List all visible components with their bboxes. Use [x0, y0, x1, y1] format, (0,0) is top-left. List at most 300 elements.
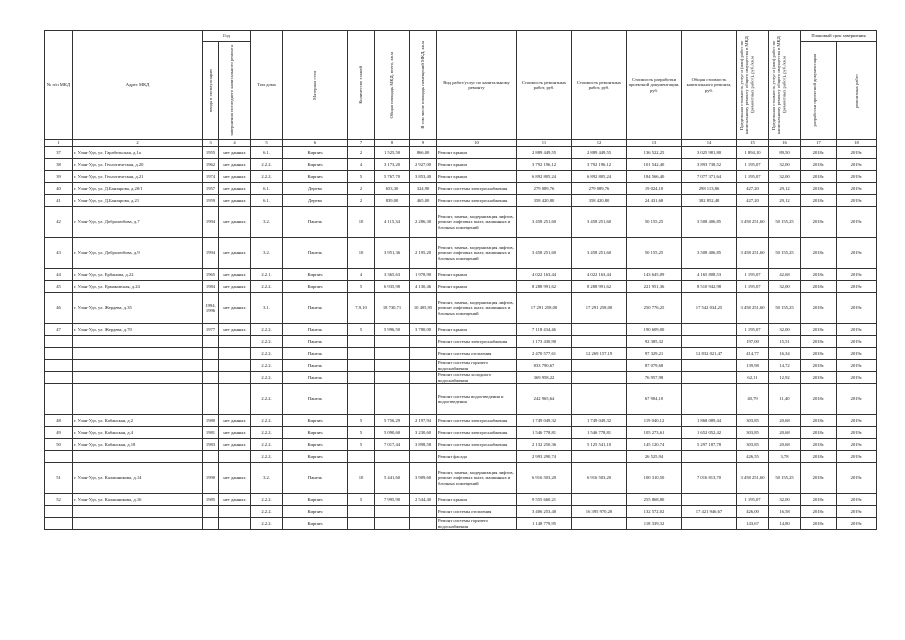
- cost-design: 119 040,12: [627, 415, 682, 427]
- limit-work: 1 894,10: [737, 147, 769, 159]
- area-total: 7 995,90: [375, 494, 410, 506]
- cost-repair: 4 022 163,44: [517, 269, 572, 281]
- floors: [348, 506, 375, 518]
- wall-material: Дерево: [283, 183, 348, 195]
- cost-repair: 9 555 660,21: [517, 494, 572, 506]
- limit-total: 16,34: [769, 348, 801, 360]
- wall-material: Панель: [283, 207, 348, 238]
- limit-total: 50 155,25: [769, 293, 801, 324]
- cost-design: 118 339,32: [627, 518, 682, 530]
- work-type: Ремонт крыши: [437, 324, 517, 336]
- table-row: [45, 415, 877, 427]
- limit-total: 32,00: [769, 494, 801, 506]
- area-total: 839,00: [375, 195, 410, 207]
- cost-design: 100 310,50: [627, 463, 682, 494]
- year-built: 1994: [203, 238, 219, 269]
- cost-total: 382 852,48: [682, 195, 737, 207]
- plan-repair: 2019г.: [837, 207, 877, 238]
- header-year-repair: завершения последнего капитального ремонта: [219, 42, 251, 140]
- year-built: 1990: [203, 463, 219, 494]
- plan-design: 2018г.: [801, 372, 837, 384]
- year-built: [203, 336, 219, 348]
- wall-material: Кирпич: [283, 451, 348, 463]
- row-number: 52: [45, 494, 73, 506]
- cost-repair-total: 3 458 251,60: [572, 207, 627, 238]
- floors: [348, 348, 375, 360]
- year-repair: [219, 348, 251, 360]
- year-built: [203, 348, 219, 360]
- cost-repair-total: 6 892 805,24: [572, 171, 627, 183]
- plan-design: 2018г.: [801, 415, 837, 427]
- floors: 2: [348, 195, 375, 207]
- plan-repair: 2019г.: [837, 293, 877, 324]
- column-number: 1: [45, 140, 73, 147]
- table-row: [45, 238, 877, 269]
- address: [73, 506, 203, 518]
- house-type: 2.2.2.: [251, 336, 283, 348]
- year-built: [203, 360, 219, 372]
- work-type: Ремонт крыши: [437, 159, 517, 171]
- row-number: [45, 451, 73, 463]
- column-number: 8: [375, 140, 410, 147]
- plan-design: 2018г.: [801, 518, 837, 530]
- plan-repair: 2019г.: [837, 183, 877, 195]
- year-built: [203, 506, 219, 518]
- cost-repair: 6 916 503,20: [517, 463, 572, 494]
- address: г. Улан-Удэ, ул. Геологическая, д.21: [73, 171, 203, 183]
- table-row: [45, 439, 877, 451]
- wall-material: Панель: [283, 336, 348, 348]
- plan-design: 2018г.: [801, 463, 837, 494]
- address: [73, 348, 203, 360]
- plan-design: 2018г.: [801, 494, 837, 506]
- plan-repair: 2019г.: [837, 494, 877, 506]
- area-living: [410, 348, 437, 360]
- cost-repair-total: [572, 336, 627, 348]
- address: [73, 518, 203, 530]
- cost-repair-total: 12 269 157,19: [572, 348, 627, 360]
- plan-design: 2018г.: [801, 281, 837, 293]
- column-number: 15: [737, 140, 769, 147]
- floors: 2: [348, 147, 375, 159]
- table-row: [45, 207, 877, 238]
- cost-design: 143 645,09: [627, 269, 682, 281]
- plan-repair: 2019г.: [837, 269, 877, 281]
- limit-total: 29,12: [769, 183, 801, 195]
- wall-material: Кирпич: [283, 147, 348, 159]
- house-type: 2.2.2.: [251, 171, 283, 183]
- house-type: 3.2.: [251, 207, 283, 238]
- plan-repair: 2019г.: [837, 195, 877, 207]
- floors: [348, 451, 375, 463]
- row-number: 40: [45, 183, 73, 195]
- row-number: 51: [45, 463, 73, 494]
- cost-repair-total: 6 916 503,20: [572, 463, 627, 494]
- year-built: [203, 384, 219, 415]
- cost-design: 250 776,25: [627, 293, 682, 324]
- year-built: 1974: [203, 171, 219, 183]
- column-number: 17: [801, 140, 837, 147]
- header-cost-repair: Стоимость ремонтных работ, руб.: [517, 31, 572, 140]
- limit-total: 50 155,25: [769, 207, 801, 238]
- address: г. Улан-Удэ, ул. Д.Банзарова, д.20/1: [73, 183, 203, 195]
- cost-total: [682, 336, 737, 348]
- cost-total: [682, 518, 737, 530]
- table-row: [45, 348, 877, 360]
- cost-design: 136 522,25: [627, 147, 682, 159]
- year-repair: нет данных: [219, 269, 251, 281]
- area-total: 6 935,98: [375, 281, 410, 293]
- cost-repair-total: 16 395 970,20: [572, 506, 627, 518]
- plan-design: 2018г.: [801, 147, 837, 159]
- cost-repair-total: 358 420,80: [572, 195, 627, 207]
- plan-design: 2018г.: [801, 324, 837, 336]
- year-repair: [219, 506, 251, 518]
- wall-material: Дерево: [283, 195, 348, 207]
- cost-design: 50 155,25: [627, 207, 682, 238]
- cost-design: 76 957,98: [627, 372, 682, 384]
- column-number: 16: [769, 140, 801, 147]
- year-repair: нет данных: [219, 159, 251, 171]
- area-living: [410, 518, 437, 530]
- year-built: 1965: [203, 269, 219, 281]
- cost-total: 1 652 052,42: [682, 427, 737, 439]
- limit-work: 3 458 251,60: [737, 293, 769, 324]
- cost-repair: 6 892 805,24: [517, 171, 572, 183]
- house-type: 2.2.2.: [251, 494, 283, 506]
- repair-plan-table: [44, 30, 877, 530]
- floors: [348, 360, 375, 372]
- house-type: 2.2.2.: [251, 439, 283, 451]
- limit-total: 32,00: [769, 171, 801, 183]
- year-repair: нет данных: [219, 494, 251, 506]
- plan-design: 2018г.: [801, 195, 837, 207]
- limit-work: 3 458 251,60: [737, 463, 769, 494]
- floors: 7,9,10: [348, 293, 375, 324]
- table-row: [45, 183, 877, 195]
- area-total: 5 756,29: [375, 415, 410, 427]
- work-type: Ремонт системы электроснабжения: [437, 415, 517, 427]
- plan-repair: 2019г.: [837, 238, 877, 269]
- cost-design: 50 155,25: [627, 238, 682, 269]
- year-repair: нет данных: [219, 324, 251, 336]
- limit-total: 20,68: [769, 415, 801, 427]
- cost-repair: 3 792 196,12: [517, 159, 572, 171]
- limit-total: 14,80: [769, 518, 801, 530]
- column-number: 12: [572, 140, 627, 147]
- year-repair: [219, 518, 251, 530]
- address: [73, 384, 203, 415]
- cost-repair: 2 993 290,74: [517, 451, 572, 463]
- header-year: Год: [203, 31, 251, 42]
- area-total: [375, 518, 410, 530]
- wall-material: Кирпич: [283, 506, 348, 518]
- cost-repair-total: 17 291 258,00: [572, 293, 627, 324]
- year-built: [203, 372, 219, 384]
- year-built: 1959: [203, 195, 219, 207]
- column-number: 4: [219, 140, 251, 147]
- work-type: Ремонт системы электроснабжения: [437, 183, 517, 195]
- cost-repair-total: [572, 451, 627, 463]
- limit-work: 426,00: [737, 506, 769, 518]
- header-year-built: ввода в эксплуатацию: [203, 42, 219, 140]
- row-number: [45, 518, 73, 530]
- plan-design: 2018г.: [801, 348, 837, 360]
- address: г. Улан-Удэ, ул. Калашникова, д.16: [73, 494, 203, 506]
- header-work: Вид работ/услуг по капитальному ремонту: [437, 31, 517, 140]
- row-number: [45, 372, 73, 384]
- limit-total: 32,00: [769, 281, 801, 293]
- table-row: [45, 360, 877, 372]
- plan-repair: 2019г.: [837, 439, 877, 451]
- column-number: 3: [203, 140, 219, 147]
- limit-total: 16,58: [769, 506, 801, 518]
- plan-repair: 2019г.: [837, 360, 877, 372]
- area-total: 3 951,36: [375, 238, 410, 269]
- cost-total: 3 025 981,80: [682, 147, 737, 159]
- area-total: 5 996,50: [375, 324, 410, 336]
- row-number: 48: [45, 415, 73, 427]
- house-type: 2.2.2.: [251, 281, 283, 293]
- cost-repair-total: 5 125 541,10: [572, 439, 627, 451]
- header-cost-repair-2: Стоимость ремонтных работ, руб.: [572, 31, 627, 140]
- limit-work: 197,00: [737, 336, 769, 348]
- wall-material: Панель: [283, 372, 348, 384]
- limit-work: 427,20: [737, 195, 769, 207]
- year-repair: нет данных: [219, 147, 251, 159]
- house-type: 2.2.1.: [251, 269, 283, 281]
- house-type: 3.1.: [251, 293, 283, 324]
- wall-material: Кирпич: [283, 427, 348, 439]
- plan-repair: 2019г.: [837, 506, 877, 518]
- wall-material: Кирпич: [283, 415, 348, 427]
- limit-work: 426,55: [737, 451, 769, 463]
- address: [73, 360, 203, 372]
- limit-work: 143,67: [737, 518, 769, 530]
- cost-repair: 2 470 577,61: [517, 348, 572, 360]
- cost-total: [682, 384, 737, 415]
- column-number: 18: [837, 140, 877, 147]
- area-total: 5 767,70: [375, 171, 410, 183]
- column-number: 6: [283, 140, 348, 147]
- cost-total: 4 165 808,53: [682, 269, 737, 281]
- floors: [348, 384, 375, 415]
- cost-total: [682, 360, 737, 372]
- plan-repair: 2019г.: [837, 518, 877, 530]
- plan-repair: 2019г.: [837, 324, 877, 336]
- house-type: 2.2.2.: [251, 324, 283, 336]
- address: г. Улан-Удэ, ул. Кабанская, д.4: [73, 427, 203, 439]
- row-number: 50: [45, 439, 73, 451]
- cost-total: 3 508 406,85: [682, 207, 737, 238]
- cost-repair: 3 458 251,60: [517, 207, 572, 238]
- cost-repair-total: [572, 372, 627, 384]
- area-living: 3 230,60: [410, 427, 437, 439]
- floors: 10: [348, 238, 375, 269]
- limit-total: 20,68: [769, 439, 801, 451]
- cost-repair: 1 173 430,90: [517, 336, 572, 348]
- year-repair: нет данных: [219, 171, 251, 183]
- area-total: 18 730,71: [375, 293, 410, 324]
- row-number: 49: [45, 427, 73, 439]
- limit-work: 414,77: [737, 348, 769, 360]
- header-limit-work: Предельная стоимость услуг и (или) работ по капитальному ремонту общего имущества в МКД (ремонтных работ), руб./кв.м: [737, 31, 769, 140]
- cost-total: 12 832 021,47: [682, 348, 737, 360]
- house-type: 2.2.2.: [251, 415, 283, 427]
- address: г. Улан-Удэ, ул. Добролюбова, д.9: [73, 238, 203, 269]
- address: г. Улан-Удэ, ул. Жердева, д.35: [73, 293, 203, 324]
- work-type: Ремонт системы электроснабжения: [437, 336, 517, 348]
- plan-repair: 2019г.: [837, 147, 877, 159]
- floors: 5: [348, 494, 375, 506]
- year-repair: нет данных: [219, 463, 251, 494]
- cost-total: 7 077 371,64: [682, 171, 737, 183]
- cost-design: 97 329,21: [627, 348, 682, 360]
- work-type: Ремонт крыши: [437, 281, 517, 293]
- cost-design: 101 542,40: [627, 159, 682, 171]
- area-total: 653,30: [375, 183, 410, 195]
- limit-total: 29,12: [769, 195, 801, 207]
- address: г. Улан-Удэ, ул. Д.Банзарова, д.21: [73, 195, 203, 207]
- floors: 5: [348, 324, 375, 336]
- area-living: 3 780,00: [410, 324, 437, 336]
- cost-design: 132 572,02: [627, 506, 682, 518]
- cost-design: 221 951,36: [627, 281, 682, 293]
- year-built: [203, 518, 219, 530]
- work-type: Ремонт системы горячего водоснабжения: [437, 518, 517, 530]
- cost-repair-total: [572, 384, 627, 415]
- table-row: [45, 293, 877, 324]
- cost-repair-total: 8 288 991,62: [572, 281, 627, 293]
- table-row: [45, 384, 877, 415]
- row-number: 46: [45, 293, 73, 324]
- area-living: 866,00: [410, 147, 437, 159]
- floors: 2: [348, 183, 375, 195]
- year-built: 1957: [203, 183, 219, 195]
- year-repair: нет данных: [219, 183, 251, 195]
- limit-work: 1 195,07: [737, 324, 769, 336]
- row-number: 45: [45, 281, 73, 293]
- area-living: [410, 360, 437, 372]
- work-type: Ремонт системы водоотведения и водоотведения: [437, 384, 517, 415]
- row-number: [45, 348, 73, 360]
- work-type: Ремонт, замена, модернизация лифтов, ремонт лифтовых шахт, машинных и блочных помещений: [437, 207, 517, 238]
- limit-work: 1 195,07: [737, 269, 769, 281]
- table-row: [45, 518, 877, 530]
- floors: 10: [348, 207, 375, 238]
- row-number: 44: [45, 269, 73, 281]
- row-number: [45, 384, 73, 415]
- area-total: 5 441,60: [375, 463, 410, 494]
- column-number: 5: [251, 140, 283, 147]
- wall-material: Кирпич: [283, 439, 348, 451]
- area-living: 2 286,30: [410, 207, 437, 238]
- plan-design: 2018г.: [801, 293, 837, 324]
- plan-repair: 2019г.: [837, 372, 877, 384]
- area-total: [375, 384, 410, 415]
- house-type: 2.2.2.: [251, 506, 283, 518]
- cost-total: [682, 324, 737, 336]
- table-row: [45, 506, 877, 518]
- limit-total: 50 155,25: [769, 463, 801, 494]
- floors: 5: [348, 281, 375, 293]
- address: г. Улан-Удэ, ул. Калашникова, д.14: [73, 463, 203, 494]
- header-cost-total: Общая стоимость капитального ремонта, руб.: [682, 31, 737, 140]
- house-type: 3.2.: [251, 238, 283, 269]
- work-type: Ремонт фасада: [437, 451, 517, 463]
- column-number: 10: [437, 140, 517, 147]
- cost-total: 5 297 187,78: [682, 439, 737, 451]
- limit-total: 89,50: [769, 147, 801, 159]
- address: г. Улан-Удэ, ул. Ербанова, д.22: [73, 269, 203, 281]
- cost-repair-total: [572, 518, 627, 530]
- year-built: 1977: [203, 324, 219, 336]
- plan-design: 2018г.: [801, 360, 837, 372]
- wall-material: Панель: [283, 348, 348, 360]
- limit-total: 42,68: [769, 269, 801, 281]
- year-repair: [219, 372, 251, 384]
- area-living: [410, 506, 437, 518]
- area-total: [375, 506, 410, 518]
- cost-repair: 1 546 778,81: [517, 427, 572, 439]
- row-number: 38: [45, 159, 73, 171]
- cost-total: 7 016 813,70: [682, 463, 737, 494]
- work-type: Ремонт системы отопления: [437, 348, 517, 360]
- area-total: [375, 336, 410, 348]
- column-number: 7: [348, 140, 375, 147]
- year-repair: нет данных: [219, 207, 251, 238]
- area-living: 2 544,40: [410, 494, 437, 506]
- column-number: 11: [517, 140, 572, 147]
- house-type: 2.2.2.: [251, 348, 283, 360]
- floors: 5: [348, 427, 375, 439]
- plan-design: 2018г.: [801, 451, 837, 463]
- row-number: [45, 506, 73, 518]
- area-living: [410, 336, 437, 348]
- area-living: [410, 384, 437, 415]
- year-repair: нет данных: [219, 427, 251, 439]
- cost-total: 17 421 946,67: [682, 506, 737, 518]
- header-cost-design: Стоимость разработки проектной документации, руб.: [627, 31, 682, 140]
- cost-repair-total: 4 022 163,44: [572, 269, 627, 281]
- area-living: 3 898,58: [410, 439, 437, 451]
- area-total: 3 365,63: [375, 269, 410, 281]
- year-built: 1994, 1996: [203, 293, 219, 324]
- work-type: Ремонт, замена, модернизация лифтов, ремонт лифтовых шахт, машинных и блочных помещений: [437, 238, 517, 269]
- limit-work: 303,85: [737, 415, 769, 427]
- year-built: 1981: [203, 427, 219, 439]
- work-type: Ремонт крыши: [437, 494, 517, 506]
- plan-repair: 2019г.: [837, 348, 877, 360]
- plan-design: 2018г.: [801, 336, 837, 348]
- limit-work: 1 195,07: [737, 281, 769, 293]
- address: г. Улан-Удэ, ул. Жердева, д.70: [73, 324, 203, 336]
- table-row: [45, 159, 877, 171]
- header-wall: Материал стен: [283, 31, 348, 140]
- plan-design: 2018г.: [801, 159, 837, 171]
- area-living: [410, 372, 437, 384]
- year-repair: нет данных: [219, 439, 251, 451]
- area-total: [375, 372, 410, 384]
- table-row: [45, 494, 877, 506]
- area-living: 3 909,60: [410, 463, 437, 494]
- wall-material: Панель: [283, 324, 348, 336]
- header-limit-total: Предельная стоимость услуг и (или) работ по капитальному ремонту общего имущества в МКД (ремонтных работ), руб./кв.м: [769, 31, 801, 140]
- area-living: 2 197,94: [410, 415, 437, 427]
- row-number: 39: [45, 171, 73, 183]
- year-built: 1980: [203, 415, 219, 427]
- limit-total: 15,51: [769, 336, 801, 348]
